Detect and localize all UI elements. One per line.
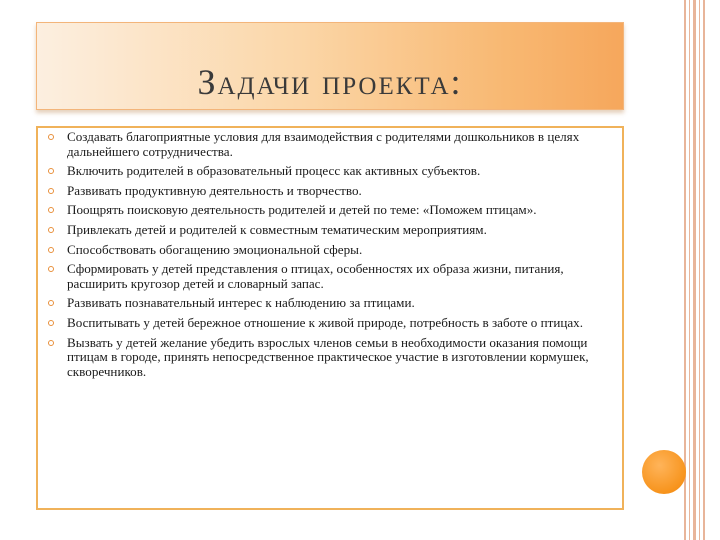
list-item — [46, 296, 616, 311]
list-item-text: Сформировать у детей представления о птицах, особенностях их образа жизни, питания, расширить кругозор детей и словарный запас. — [67, 261, 564, 291]
decorative-circle — [642, 450, 686, 494]
decorative-stripes — [684, 0, 706, 540]
list-item — [46, 203, 616, 218]
bullet-icon — [48, 340, 54, 346]
bullet-icon — [48, 247, 54, 253]
list-item-text: Развивать продуктивную деятельность и творчество. — [67, 182, 362, 198]
list-item — [46, 223, 616, 238]
bullet-icon — [48, 207, 54, 213]
list-item — [46, 130, 616, 159]
list-item-text: Способствовать обогащению эмоциональной сферы. — [67, 241, 363, 257]
bullet-icon — [48, 266, 54, 272]
bullet-icon — [48, 320, 54, 326]
bullet-icon — [48, 134, 54, 140]
title-bar — [36, 22, 624, 110]
list-item-text: Воспитывать у детей бережное отношение к живой природе, потребность в заботе о птицах. — [67, 314, 583, 330]
bullet-icon — [48, 300, 54, 306]
list-item — [46, 336, 616, 380]
list-item-text: Включить родителей в образовательный процесс как активных субъектов. — [67, 163, 481, 179]
list-item-text: Привлекать детей и родителей к совместным тематическим мероприятиям. — [67, 221, 487, 237]
slide-title: Задачи проекта: — [197, 62, 463, 102]
list-item-text: Создавать благоприятные условия для взаимодействия с родителями дошкольников в целях дальнейшего сотрудничества. — [67, 129, 580, 159]
list-item — [46, 243, 616, 258]
list-item — [46, 316, 616, 331]
list-item — [46, 262, 616, 291]
task-list — [46, 130, 616, 384]
bullet-icon — [48, 227, 54, 233]
bullet-icon — [48, 188, 54, 194]
list-item — [46, 184, 616, 199]
list-item-text: Поощрять поисковую деятельность родителей и детей по теме: «Поможем птицам». — [67, 202, 537, 218]
bullet-icon — [48, 168, 54, 174]
list-item — [46, 164, 616, 179]
list-item-text: Вызвать у детей желание убедить взрослых членов семьи в необходимости оказания помощи птицам в городе, принять непосредственное практическое участие в изготовлении кормушек, скворечников. — [67, 334, 589, 379]
content-box — [36, 126, 624, 510]
list-item-text: Развивать познавательный интерес к наблюдению за птицами. — [67, 295, 415, 311]
